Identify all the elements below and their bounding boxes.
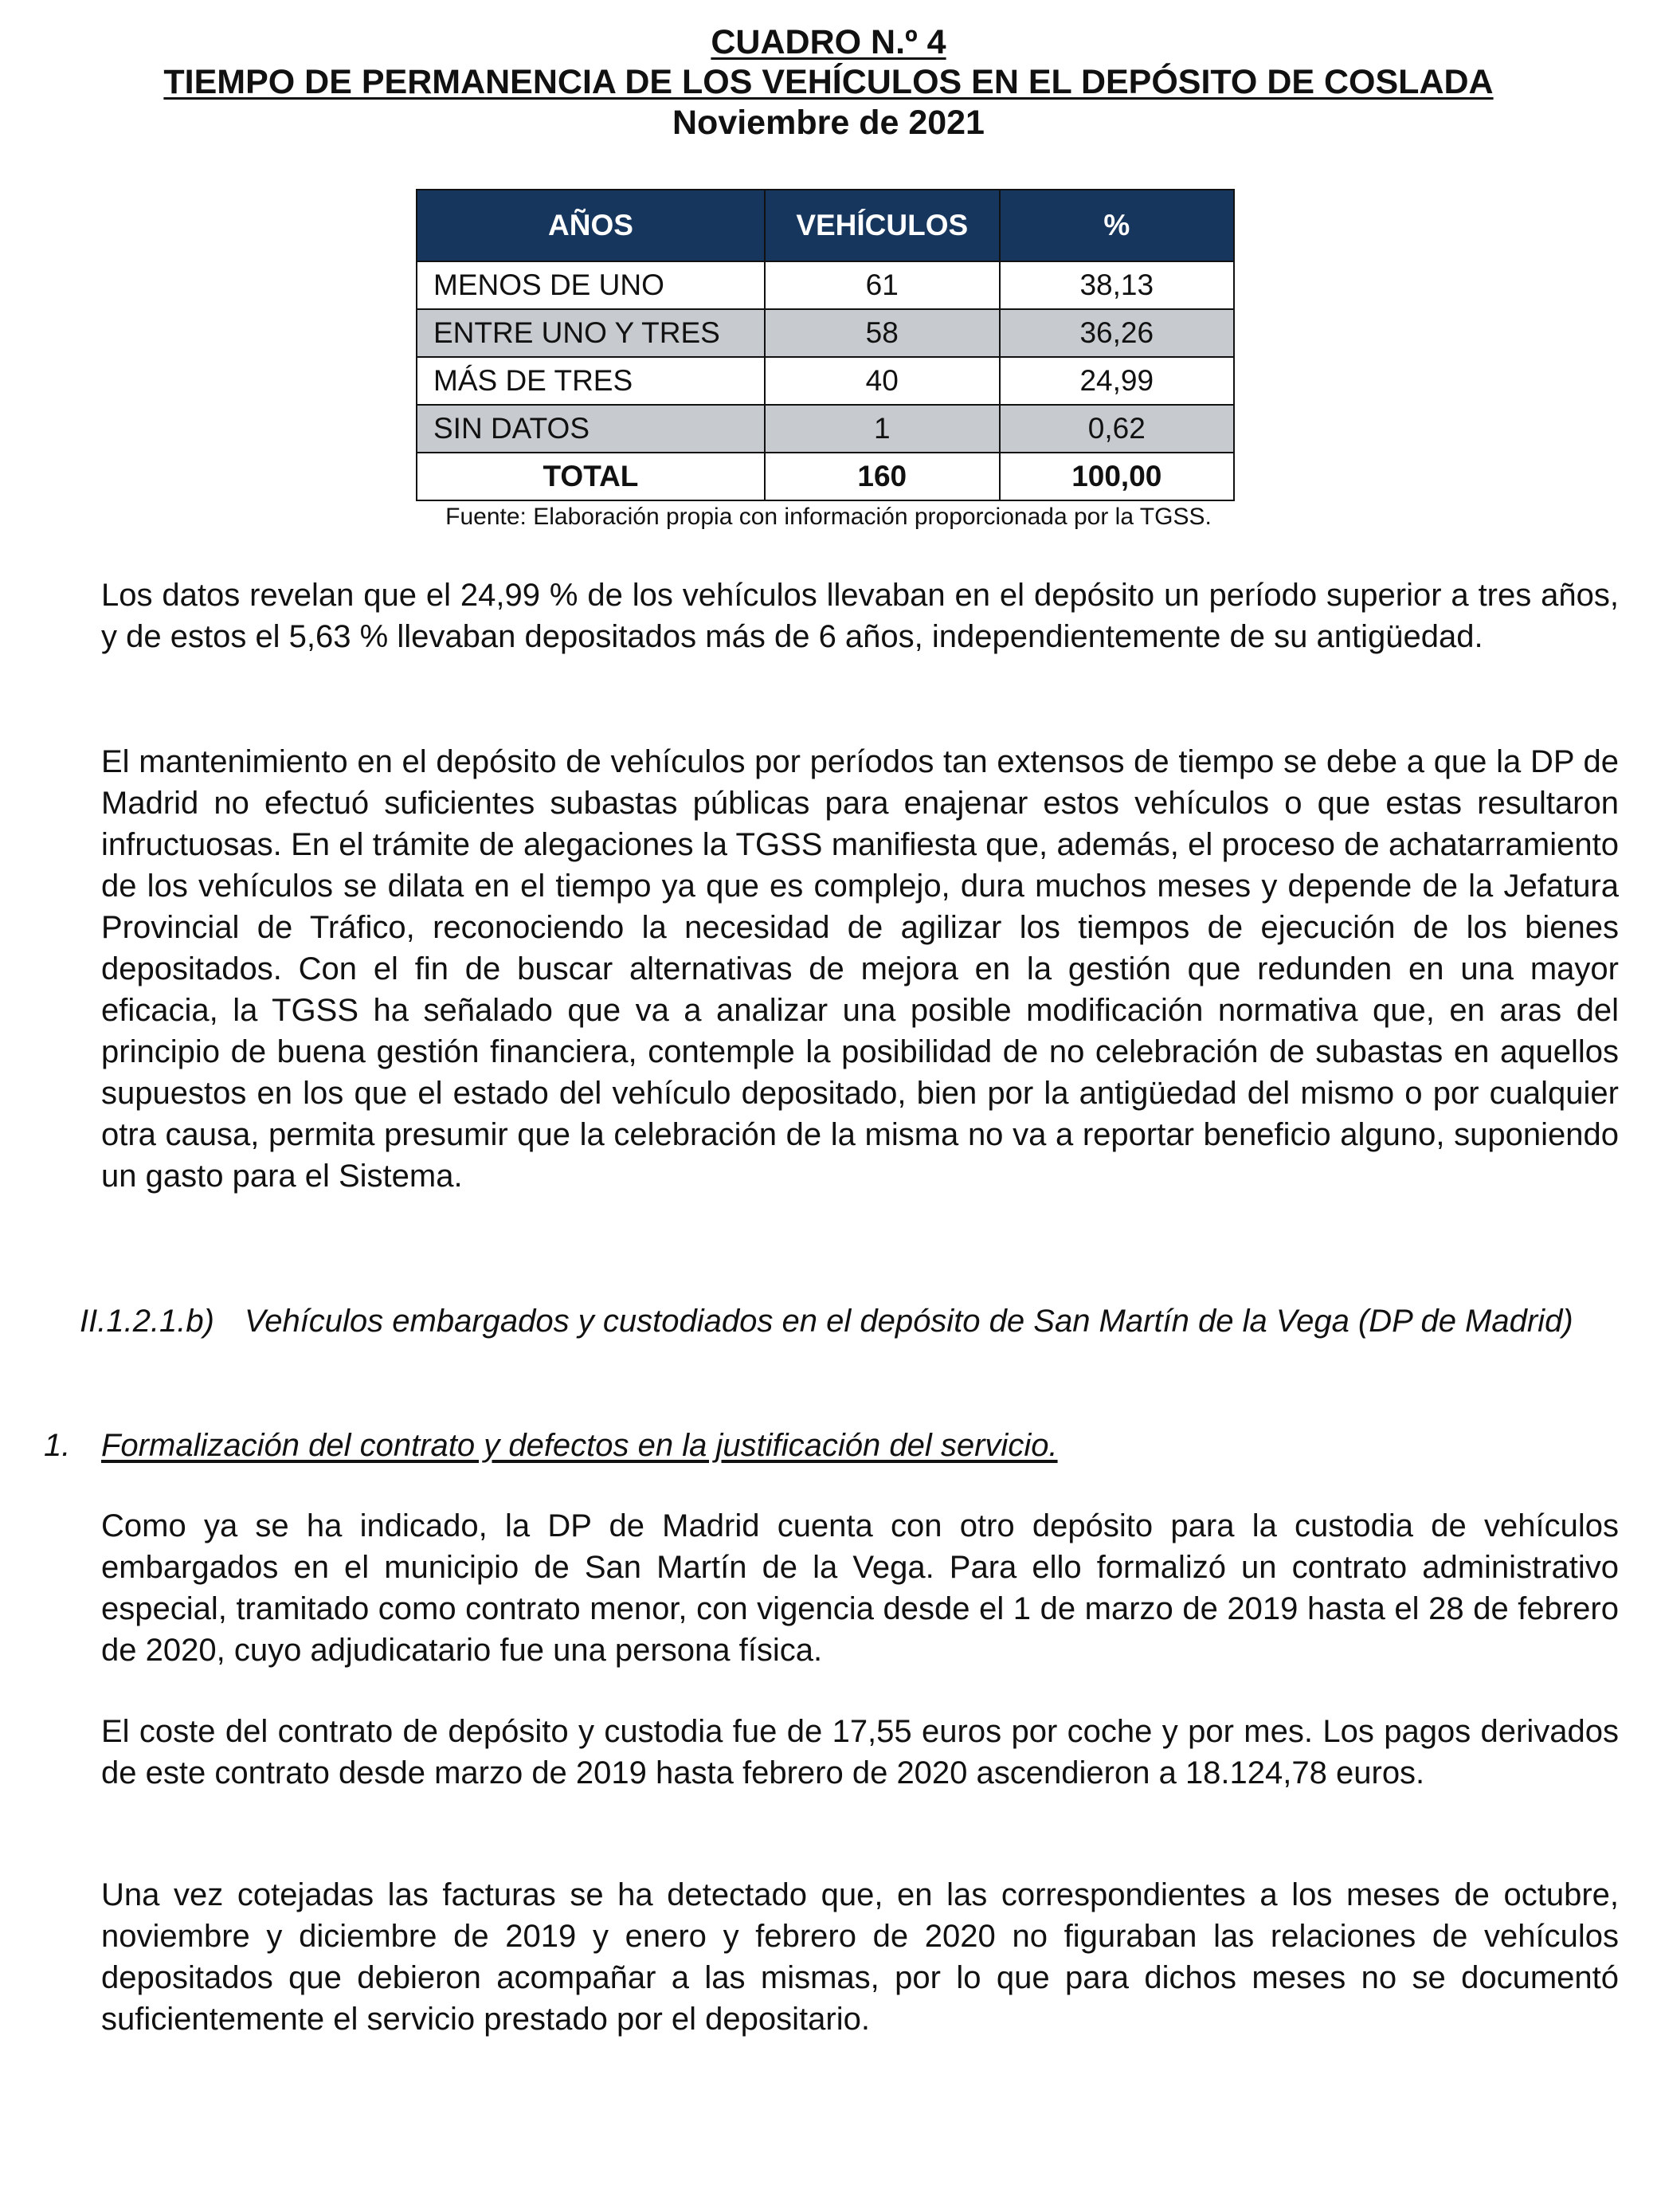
cell-vehicles: 61 bbox=[765, 261, 1000, 309]
cell-vehicles: 58 bbox=[765, 309, 1000, 357]
total-vehicles: 160 bbox=[765, 453, 1000, 500]
table-total-row bbox=[417, 453, 1234, 500]
cell-percent: 24,99 bbox=[1000, 357, 1234, 405]
permanence-table bbox=[416, 189, 1235, 501]
cell-years: MÁS DE TRES bbox=[417, 357, 765, 405]
cell-percent: 0,62 bbox=[1000, 405, 1234, 453]
cell-years: SIN DATOS bbox=[417, 405, 765, 453]
cell-percent: 36,26 bbox=[1000, 309, 1234, 357]
cell-percent: 38,13 bbox=[1000, 261, 1234, 309]
paragraph-2: El mantenimiento en el depósito de vehículos por períodos tan extensos de tiempo se debe a que la DP de Madrid no efectuó suficientes subastas públicas para enajenar estos vehículos o que estas resultaron infructuosas. En el trámite de alegaciones la TGSS manifiesta que, además, el proceso de achatarramiento de los vehículos se dilata en el tiempo ya que es complejo, dura muchos meses y depende de la Jefatura Provincial de Tráfico, reconociendo la necesidad de agilizar los tiempos de ejecución de los bienes depositados. Con el fin de buscar alternativas de mejora en la gestión que redunden en una mayor eficacia, la TGSS ha señalado que va a analizar una posible modificación normativa que, en aras del principio de buena gestión financiera, contemple la posibilidad de no celebración de subastas en aquellos supuestos en los que el estado del vehículo depositado, bien por la antigüedad del mismo o por cualquier otra causa, permita presumir que la celebración de la misma no va a reportar beneficio alguno, suponiendo un gasto para el Sistema. bbox=[101, 744, 1619, 1194]
subsection-number: 1. bbox=[44, 1428, 71, 1463]
paragraph-1: Los datos revelan que el 24,99 % de los vehículos llevaban en el depósito un período superior a tres años, y de estos el 5,63 % llevaban depositados más de 6 años, independientemente de su antigüedad. bbox=[101, 578, 1619, 654]
table-date: Noviembre de 2021 bbox=[672, 104, 985, 142]
cell-vehicles: 40 bbox=[765, 357, 1000, 405]
total-label: TOTAL bbox=[417, 453, 765, 500]
table-row bbox=[417, 357, 1234, 405]
cell-years: MENOS DE UNO bbox=[417, 261, 765, 309]
table-row bbox=[417, 261, 1234, 309]
table-title: TIEMPO DE PERMANENCIA DE LOS VEHÍCULOS EN EL DEPÓSITO DE COSLADA bbox=[163, 63, 1494, 101]
section-heading bbox=[80, 1300, 1621, 1342]
total-percent: 100,00 bbox=[1000, 453, 1234, 500]
table-source-note: Fuente: Elaboración propia con información proporcionada por la TGSS. bbox=[445, 504, 1212, 530]
paragraph-5: Una vez cotejadas las facturas se ha detectado que, en las correspondientes a los meses de octubre, noviembre y diciembre de 2019 y enero y febrero de 2020 no figuraban las relaciones de vehículos depositados que debieron acompañar a las mismas, por lo que para dichos meses no se documentó suficientemente el servicio prestado por el depositario. bbox=[101, 1877, 1619, 2037]
cell-years: ENTRE UNO Y TRES bbox=[417, 309, 765, 357]
table-row bbox=[417, 309, 1234, 357]
table-header-row bbox=[417, 190, 1234, 261]
paragraph-4: El coste del contrato de depósito y custodia fue de 17,55 euros por coche y por mes. Los pagos derivados de este contrato desde marzo de 2019 hasta febrero de 2020 ascendieron a 18.124,78 euros. bbox=[101, 1714, 1619, 1790]
cell-vehicles: 1 bbox=[765, 405, 1000, 453]
section-title: Vehículos embargados y custodiados en el depósito de San Martín de la Vega (DP de Madrid) bbox=[245, 1304, 1573, 1339]
table-title-block bbox=[0, 22, 1657, 143]
column-header-years: AÑOS bbox=[417, 190, 765, 261]
paragraph-3: Como ya se ha indicado, la DP de Madrid cuenta con otro depósito para la custodia de vehículos embargados en el municipio de San Martín de la Vega. Para ello formalizó un contrato administrativo especial, tramitado como contrato menor, con vigencia desde el 1 de marzo de 2019 hasta el 28 de febrero de 2020, cuyo adjudicatario fue una persona física. bbox=[101, 1508, 1619, 1668]
column-header-vehicles: VEHÍCULOS bbox=[765, 190, 1000, 261]
section-code: II.1.2.1.b) bbox=[80, 1304, 214, 1339]
table-number: CUADRO N.º 4 bbox=[711, 23, 946, 61]
table-row bbox=[417, 405, 1234, 453]
column-header-percent: % bbox=[1000, 190, 1234, 261]
subsection-title: Formalización del contrato y defectos en la justificación del servicio. bbox=[101, 1428, 1058, 1463]
subsection-heading bbox=[44, 1425, 1621, 1466]
